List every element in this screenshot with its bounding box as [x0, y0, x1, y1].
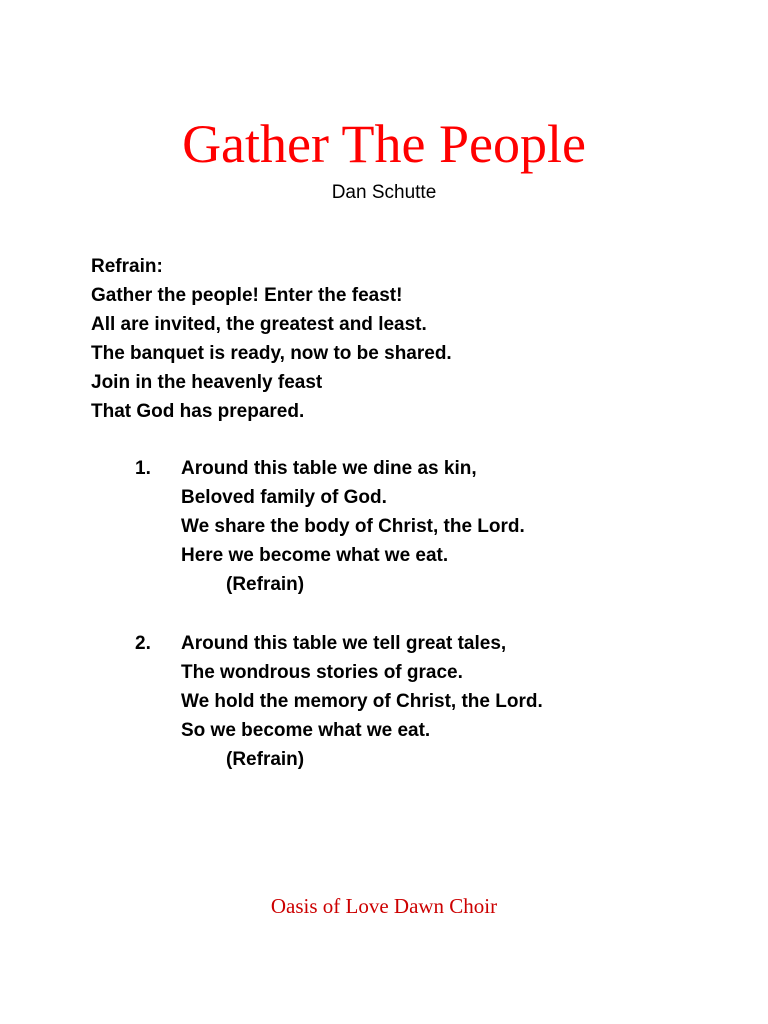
verse-line: We share the body of Christ, the Lord. — [181, 516, 525, 537]
verse-lines — [181, 629, 543, 774]
verse-number: 2. — [135, 633, 151, 654]
song-author: Dan Schutte — [331, 182, 437, 203]
refrain-line: The banquet is ready, now to be shared. — [91, 343, 452, 364]
refrain-line: All are invited, the greatest and least. — [91, 314, 427, 335]
verse-line: Beloved family of God. — [181, 487, 387, 508]
verse-line: Around this table we tell great tales, — [181, 633, 507, 654]
refrain-line: Join in the heavenly feast — [91, 372, 323, 393]
verse-line: Here we become what we eat. — [181, 545, 449, 566]
verse-lines — [181, 454, 525, 599]
verse-line: The wondrous stories of grace. — [181, 662, 463, 683]
verse-line: Around this table we dine as kin, — [181, 458, 477, 479]
song-title: Gather The People — [182, 114, 586, 174]
refrain-block — [91, 252, 452, 426]
choir-footer: Oasis of Love Dawn Choir — [270, 894, 498, 918]
verse-line: We hold the memory of Christ, the Lord. — [181, 691, 543, 712]
refrain-reference: (Refrain) — [226, 749, 305, 770]
refrain-reference: (Refrain) — [226, 574, 305, 595]
verse-number: 1. — [135, 458, 151, 479]
verse-line: So we become what we eat. — [181, 720, 431, 741]
refrain-line: That God has prepared. — [91, 401, 305, 422]
refrain-line: Gather the people! Enter the feast! — [91, 285, 403, 306]
refrain-label: Refrain: — [91, 256, 163, 277]
